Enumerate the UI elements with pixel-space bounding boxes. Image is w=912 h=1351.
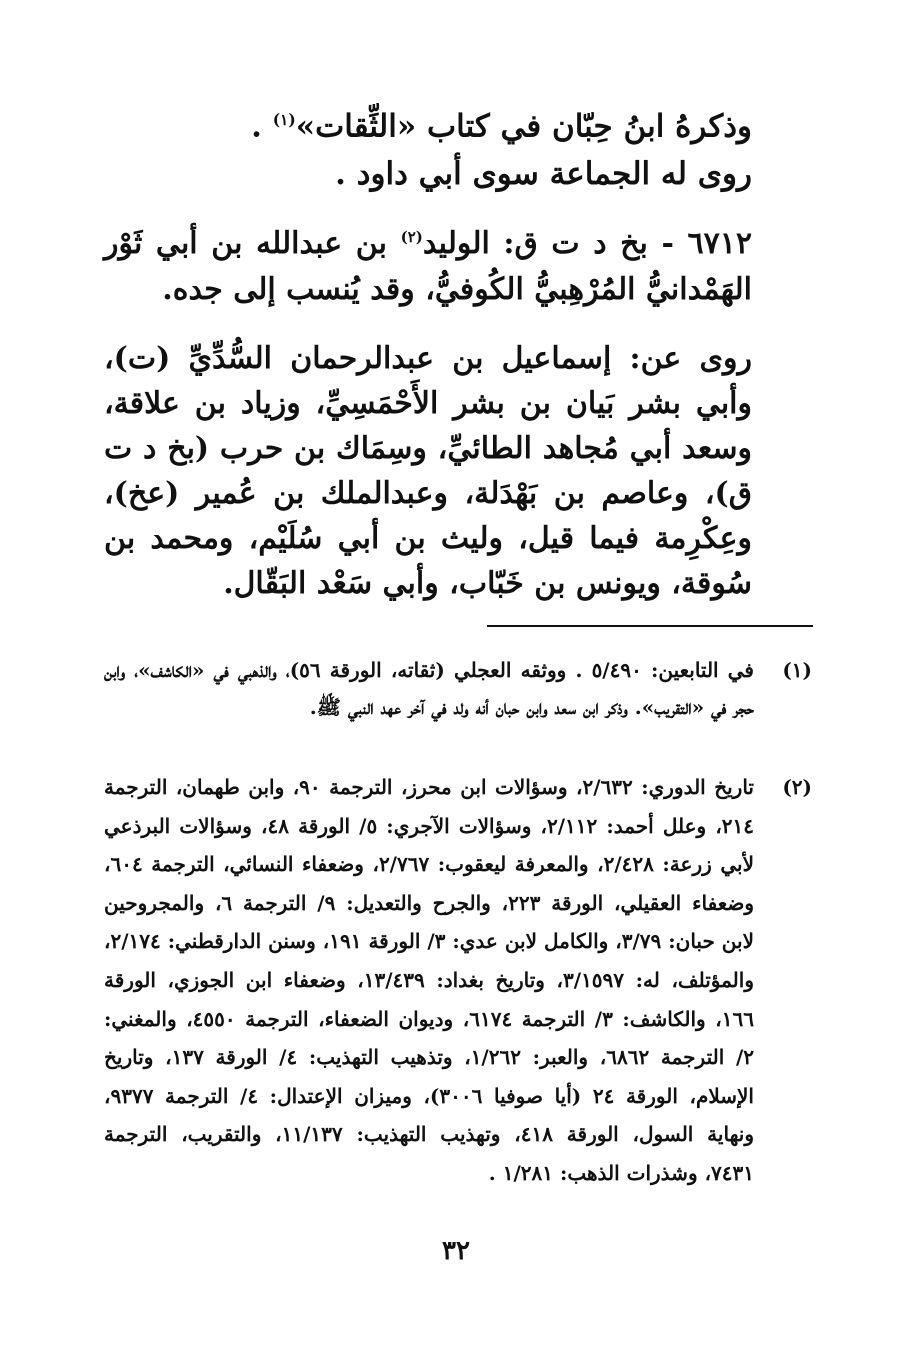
citation-text: وذكرهُ ابنُ حِبّان في كتاب «الثِّقات» xyxy=(295,108,752,145)
footnote-2-number: (٢) xyxy=(782,775,812,799)
footnote-2 xyxy=(104,768,812,1193)
entry-name: الوليد xyxy=(422,226,490,261)
footnote-1 xyxy=(104,652,812,726)
citation-end: . xyxy=(251,108,273,145)
page-number: ٣٢ xyxy=(442,1236,470,1266)
biography-entry xyxy=(104,214,752,313)
entry-number: ٦٧١٢ xyxy=(687,226,752,261)
narrated-from-label: روى عن: xyxy=(611,341,752,376)
footnote-1-text: في التابعين: ٥/٤٩٠ . ووثقه العجلي (ثقاته، الورقة ٥٦)، والذهبي في «الكاشف»، وابن حجر في «التقريب». وذكر ابن سعد وابن حبان أنه ولد في آخر عهد النبي ﷺ. xyxy=(104,658,754,719)
entry-lineage: بن عبدالله بن أبي ثَوْر الهَمْدانيُّ المُرْهِبيُّ الكُوفيُّ، وقد يُنسب إلى جده. xyxy=(104,226,752,307)
footnote-1-number: (١) xyxy=(782,658,812,682)
entry-symbols: - بخ د ت ق: xyxy=(489,226,688,261)
narrated-from-text: إسماعيل بن عبدالرحمان السُّدِّيِّ (ت)، وأبي بشر بَيان بن بشر الأَحْمَسِيِّ، وزياد بن علاقة، وسعد أبي مُجاهد الطائيِّ، وسِمَاك بن حرب (بخ د ت ق)، وعاصم بن بَهْدَلة، وعبدالملك بن عُمير (عخ)، وعِكْرِمة فيما قيل، وليث بن أبي سُلَيْم، ومحمد بن سُوقة، ويونس بن خَبّاب، وأبي سَعْد البَقّال. xyxy=(104,341,752,601)
footnote-ref-1: (١) xyxy=(272,110,296,129)
footnote-ref-2: (٢) xyxy=(400,228,423,246)
citation-line xyxy=(251,96,752,150)
footnote-divider xyxy=(487,625,813,627)
narration-line: روى له الجماعة سوى أبي داود . xyxy=(335,156,752,192)
footnote-2-text: تاريخ الدوري: ٢/٦٣٢، وسؤالات ابن محرز، الترجمة ٩٠، وابن طهمان، الترجمة ٢١٤، وعلل أحمد: ٢/١١٢، وسؤالات الآجري: ٥/ الورقة ٤٨، وسؤالات البرذعي لأبي زرعة: ٢/٤٢٨، والمعرفة ليعقوب: ٢/٧٦٧، وضعفاء النسائي، الترجمة ٦٠٤، وضعفاء العقيلي، الورقة ٢٢٣، والجرح والتعديل: ٩/ الترجمة ٦، والمجروحين لابن حبان: ٣/٧٩، والكامل لابن عدي: ٣/ الورقة ١٩١، وسنن الدارقطني: ٢/١٧٤، والمؤتلف، له: ٣/١٥٩٧، وتاريخ بغداد: ١٣/٤٣٩، وضعفاء ابن الجوزي، الورقة ١٦٦، والكاشف: ٣/ الترجمة ٦١٧٤، وديوان الضعفاء، الترجمة ٤٥٥٠، والمغني: ٢/ الترجمة ٦٨٦٢، والعبر: ١/٢٦٢، وتذهيب التهذيب: ٤/ الورقة ١٣٧، وتاريخ الإسلام، الورقة ٢٤ (أيا صوفيا ٣٠٠٦)، وميزان الإعتدال: ٤/ الترجمة ٩٣٧٧، ونهاية السول، الورقة ٤١٨، وتهذيب التهذيب: ١١/١٣٧، والتقريب، الترجمة ٧٤٣١، وشذرات الذهب: ١/٢٨١ . xyxy=(104,775,755,1185)
narrated-from-paragraph xyxy=(104,336,752,606)
